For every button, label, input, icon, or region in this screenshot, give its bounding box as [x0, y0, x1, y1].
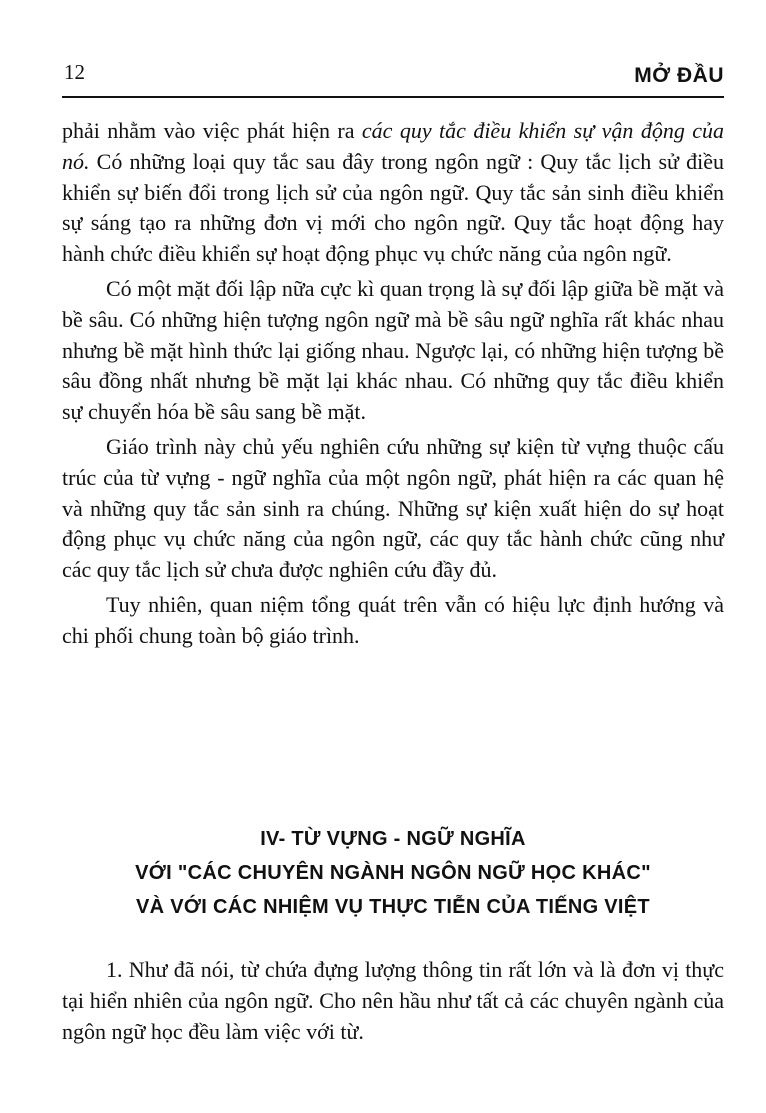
paragraph-2: Có một mặt đối lập nữa cực kì quan trọng là sự đối lập giữa bề mặt và bề sâu. Có những hiện tượng ngôn ngữ mà bề sâu ngữ nghĩa rất khác nhau nhưng bề mặt hình thức lại giống nhau. Ngược lại, có những hiện tượng bề sâu đồng nhất nhưng bề mặt lại khác nhau. Có những quy tắc điều khiển sự chuyển hóa bề sâu sang bề mặt. — [62, 275, 724, 425]
paragraph-3: Giáo trình này chủ yếu nghiên cứu những sự kiện từ vựng thuộc cấu trúc của từ vựng - ngữ nghĩa của một ngôn ngữ, phát hiện ra các quan hệ và những quy tắc sản sinh ra chúng. Những sự kiện xuất hiện do sự hoạt động phục vụ chức năng của ngôn ngữ, các quy tắc hành chức cũng như các quy tắc lịch sử chưa được nghiên cứu đầy đủ. — [62, 433, 724, 583]
section-heading-line-3: VÀ VỚI CÁC NHIỆM VỤ THỰC TIỄN CỦA TIẾNG VIỆT — [136, 896, 650, 918]
paragraph-1-intro: phải nhằm vào việc phát hiện ra — [62, 118, 362, 143]
section-heading-line-1: IV- TỪ VỰNG - NGỮ NGHĨA — [260, 828, 526, 850]
paragraph-1-emphasis: các quy tắc điều khiển sự vận động của nó. — [62, 118, 724, 174]
section-paragraph-1: 1. Như đã nói, từ chứa đựng lượng thông tin rất lớn và là đơn vị thực tại hiển nhiên của ngôn ngữ. Cho nên hầu như tất cả các chuyên ngành của ngôn ngữ học đều làm việc với từ. — [62, 957, 724, 1044]
section-heading-line-2: VỚI "CÁC CHUYÊN NGÀNH NGÔN NGỮ HỌC KHÁC" — [135, 862, 651, 884]
paragraph-1-rest: Có những loại quy tắc sau đây trong ngôn ngữ : Quy tắc lịch sử điều khiển sự biến đổi trong lịch sử của ngôn ngữ. Quy tắc sản sinh điều khiển sự sáng tạo ra những đơn vị mới cho ngôn ngữ. Quy tắc hoạt động hay hành chức điều khiển sự hoạt động phục vụ chức năng của ngôn ngữ. — [62, 148, 724, 267]
chapter-title: MỞ ĐẦU — [634, 64, 724, 87]
section-body — [62, 954, 724, 1047]
paragraph-1 — [62, 116, 724, 270]
paragraph-4: Tuy nhiên, quan niệm tổng quát trên vẫn có hiệu lực định hướng và chi phối chung toàn bộ giáo trình. — [62, 591, 724, 648]
section-heading — [62, 822, 724, 924]
body-text — [62, 116, 724, 656]
page-header — [62, 58, 724, 98]
page-number: 12 — [64, 60, 85, 84]
